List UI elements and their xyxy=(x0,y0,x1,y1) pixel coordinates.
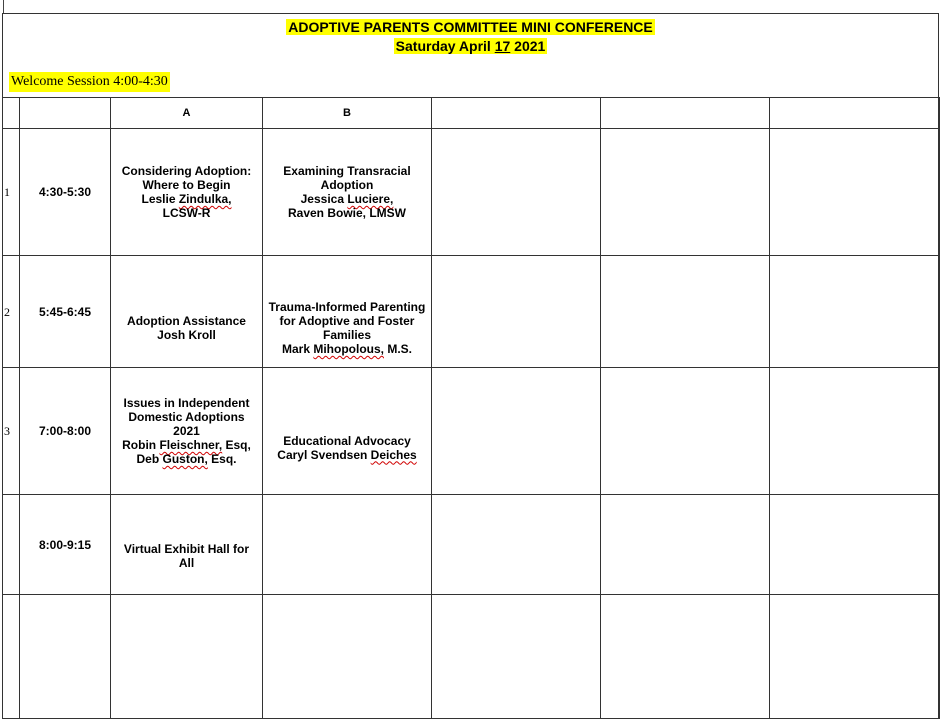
table-row xyxy=(3,595,940,719)
session-time: 8:00-9:15 xyxy=(20,495,111,595)
header-cell-empty xyxy=(3,98,20,129)
conference-date: Saturday April 17 2021 xyxy=(395,38,546,54)
empty-cell xyxy=(263,595,432,719)
header-cell-empty xyxy=(20,98,111,129)
spellcheck-word: Deiches xyxy=(370,447,417,462)
column-header-b: B xyxy=(263,98,432,129)
session-b: Educational Advocacy Caryl Svendsen Deiches xyxy=(263,368,432,495)
spellcheck-word: Fleischner, xyxy=(159,438,223,452)
row-number: 1 xyxy=(3,129,20,256)
margin-marker xyxy=(3,0,4,14)
empty-cell xyxy=(111,595,263,719)
session-b: Trauma-Informed Parenting for Adoptive and Foster Families Mark Mihopolous, M.S. xyxy=(263,256,432,368)
page-header xyxy=(3,18,938,56)
empty-cell xyxy=(770,368,940,495)
table-row xyxy=(3,256,940,368)
empty-cell xyxy=(432,256,601,368)
row-number xyxy=(3,495,20,595)
column-header-row xyxy=(3,98,940,129)
header-cell-empty xyxy=(432,98,601,129)
empty-cell xyxy=(432,595,601,719)
session-b: Examining Transracial Adoption Jessica Luciere, Raven Bowie, LMSW xyxy=(263,129,432,256)
empty-cell xyxy=(770,495,940,595)
empty-cell xyxy=(601,368,770,495)
row-number: 2 xyxy=(3,256,20,368)
header-cell-empty xyxy=(770,98,940,129)
header-cell-empty xyxy=(601,98,770,129)
empty-cell xyxy=(432,495,601,595)
table-row xyxy=(3,129,940,256)
empty-cell xyxy=(601,595,770,719)
column-header-a: A xyxy=(111,98,263,129)
empty-cell xyxy=(3,595,20,719)
empty-cell xyxy=(770,595,940,719)
conference-title: ADOPTIVE PARENTS COMMITTEE MINI CONFERENCE xyxy=(288,19,653,35)
empty-cell xyxy=(770,129,940,256)
session-time: 5:45-6:45 xyxy=(20,256,111,368)
welcome-session: Welcome Session 4:00-4:30 xyxy=(9,72,170,92)
schedule-table xyxy=(2,97,940,719)
empty-cell xyxy=(601,129,770,256)
date-day: 17 xyxy=(494,38,511,54)
empty-cell xyxy=(601,495,770,595)
spellcheck-word: Guston, xyxy=(162,452,208,466)
spellcheck-word: Zindulka, xyxy=(178,192,232,206)
empty-cell xyxy=(263,495,432,595)
spellcheck-word: Mihopolous, xyxy=(313,342,384,356)
empty-cell xyxy=(432,368,601,495)
session-time: 7:00-8:00 xyxy=(20,368,111,495)
row-number: 3 xyxy=(3,368,20,495)
session-a: Virtual Exhibit Hall for All xyxy=(111,495,263,595)
session-a: Considering Adoption: Where to Begin Leslie Zindulka, LCSW-R xyxy=(111,129,263,256)
table-row xyxy=(3,495,940,595)
spellcheck-word: Luciere, xyxy=(347,192,394,206)
session-time: 4:30-5:30 xyxy=(20,129,111,256)
session-a: Adoption Assistance Josh Kroll xyxy=(111,256,263,368)
empty-cell xyxy=(770,256,940,368)
session-a: Issues in Independent Domestic Adoptions 2021 Robin Fleischner, Esq, Deb Guston, Esq. xyxy=(111,368,263,495)
table-row xyxy=(3,368,940,495)
empty-cell xyxy=(20,595,111,719)
empty-cell xyxy=(432,129,601,256)
empty-cell xyxy=(601,256,770,368)
